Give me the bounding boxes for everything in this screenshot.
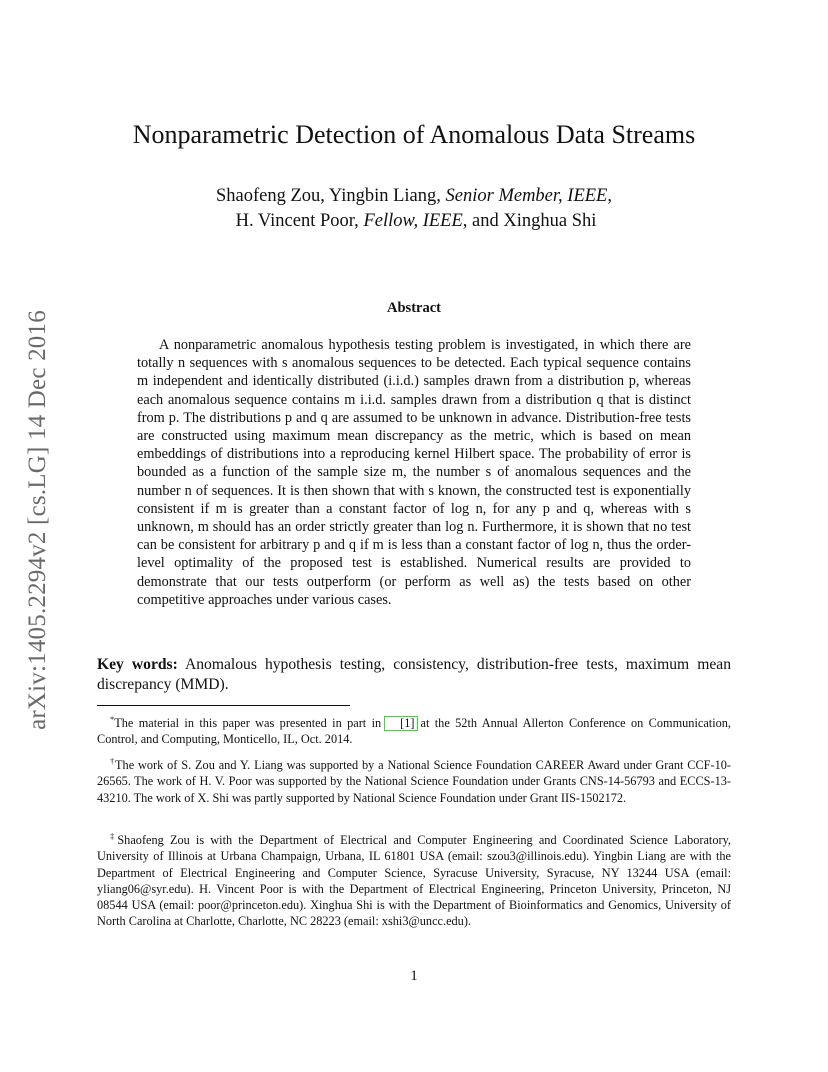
paper-title: Nonparametric Detection of Anomalous Data Streams: [132, 120, 696, 149]
footnote-presentation: [97, 715, 731, 748]
footnote-2-text: The work of S. Zou and Y. Liang was supported by a National Science Foundation CAREER Award under Grant CCF-10-26565. The work of H. V. Poor was supported by the National Science Foundation under Grants CNS-14-56793 and ECCS-13-43210. The work of X. Shi was partly supported by National Science Foundation under Grant IIS-1502172.: [97, 758, 732, 805]
footnote-marker-asterisk: *: [110, 713, 115, 724]
keywords-label: Key words:: [97, 656, 178, 673]
footnote-affiliations: [97, 832, 731, 930]
footnote-1-text-before: The material in this paper was presented in part in: [114, 716, 382, 730]
author-poor: H. Vincent Poor,: [235, 211, 364, 231]
author-line-1-end: ,: [607, 186, 612, 206]
author-line-2: [0, 209, 828, 234]
footnote-funding: [97, 757, 731, 806]
author-line-2-end: , and Xinghua Shi: [462, 211, 597, 231]
footnote-1-text-after: at the 52th Annual Allerton Conference on Communication, Control, and Computing, Monticello, IL, Oct. 2014.: [97, 716, 731, 747]
citation-link-1[interactable]: [1]: [384, 716, 417, 731]
arxiv-identifier-stamp: arXiv:1405.2294v2 [cs.LG] 14 Dec 2016: [24, 310, 51, 730]
footnote-3-text: Shaofeng Zou is with the Department of Electrical and Computer Engineering and Coordinated Science Laboratory, University of Illinois at Urbana Champaign, Urbana, IL 61801 USA (email: szou3@illinois.edu). Yingbin Liang are with the Department of Electrical Engineering and Computer Science, Syracuse University, Syracuse, NY 13244 USA (email: yliang06@syr.edu). H. Vincent Poor is with the Department of Electrical Engineering, Princeton University, Princeton, NJ 08544 USA (email: poor@princeton.edu). Xinghua Shi is with the Department of Bioinformatics and Genomics, University of North Carolina at Charlotte, Charlotte, NC 28223 (email: xshi3@uncc.edu).: [97, 833, 732, 929]
authors-zou-liang: Shaofeng Zou, Yingbin Liang,: [216, 186, 446, 206]
author-line-1: [0, 184, 828, 209]
poor-role: Fellow, IEEE: [363, 211, 463, 231]
footnote-marker-dagger: †: [110, 755, 116, 766]
footnote-rule: [97, 705, 350, 706]
author-block: [0, 184, 828, 234]
abstract-heading: Abstract: [387, 300, 441, 316]
liang-role: Senior Member, IEEE: [445, 186, 608, 206]
keywords: [97, 655, 731, 695]
footnote-marker-double-dagger: ‡: [110, 830, 118, 841]
keywords-text: Anomalous hypothesis testing, consistency, distribution-free tests, maximum mean discrepancy (MMD).: [97, 656, 731, 693]
page-number: 1: [410, 968, 418, 984]
abstract-body: A nonparametric anomalous hypothesis testing problem is investigated, in which there are totally n sequences with s anomalous sequences to be detected. Each typical sequence contains m independent and identically distributed (i.i.d.) samples drawn from a distribution p, whereas each anomalous sequence contains m i.i.d. samples drawn from a distribution q that is distinct from p. The distributions p and q are assumed to be unknown in advance. Distribution-free tests are constructed using maximum mean discrepancy as the metric, which is based on mean embeddings of distributions into a reproducing kernel Hilbert space. The probability of error is bounded as a function of the sample size m, the number s of anomalous sequences and the number n of sequences. It is then shown that with s known, the constructed test is exponentially consistent if m is greater than a constant factor of log n, for any p and q, whereas with s unknown, m should has an order strictly greater than log n. Furthermore, it is shown that no test can be consistent for arbitrary p and q if m is less than a constant factor of log n, thus the order-level optimality of the proposed test is established. Numerical results are provided to demonstrate that our tests outperform (or perform as well as) the tests based on other competitive approaches under various cases.: [137, 337, 691, 608]
